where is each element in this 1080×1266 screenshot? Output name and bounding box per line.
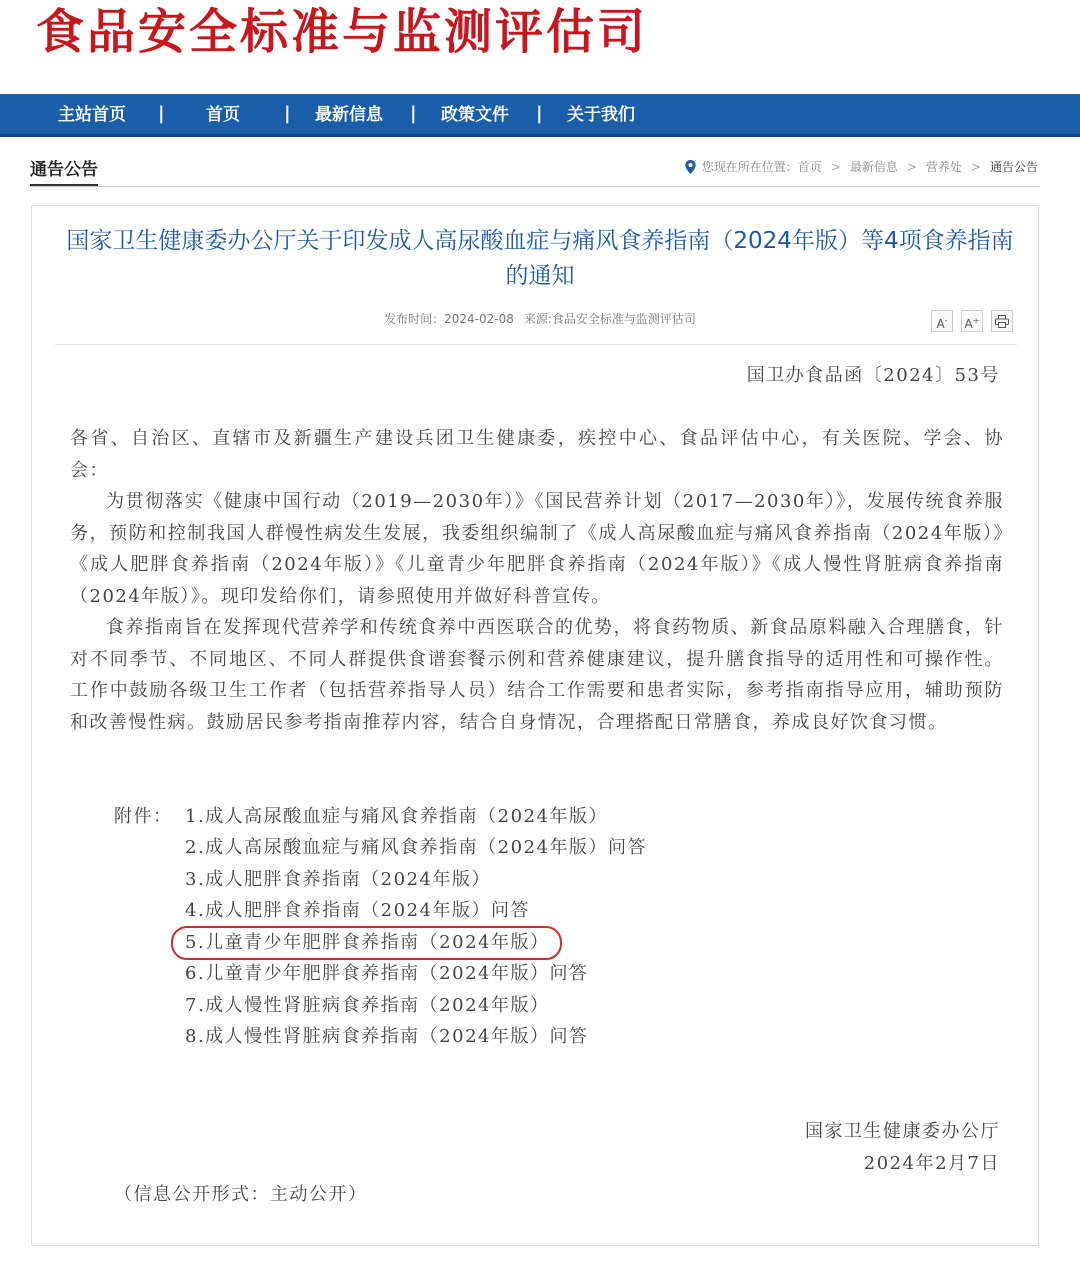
site-title: 食品安全标准与监测评估司 [36,4,649,60]
document-number: 国卫办食品函〔2024〕53号 [746,365,1000,386]
body-paragraph-1: 为贯彻落实《健康中国行动（2019—2030年）》《国民营养计划（2017—2030年）》，发展传统食养服务，预防和控制我国人群慢性病发生发展，我委组织编制了《成人高尿酸血症与痛风食养指南（2024年版）》《成人肥胖食养指南（2024年版）》《儿童青少年肥胖食养指南（2024年版）》《成人慢性肾脏病食养指南（2024年版）》。现印发给你们，请参照使用并做好科普宣传。 [70,491,1004,607]
font-smaller-button[interactable]: A- [931,310,953,332]
header-divider [55,344,1017,345]
breadcrumb-prefix: 您现在所在位置： [701,160,798,174]
nav-separator: | [536,103,543,124]
article-title: 国家卫生健康委办公厅关于印发成人高尿酸血症与痛风食养指南（2024年版）等4项食养指南的通知 [66,228,1014,289]
font-larger-label: A [964,317,973,331]
disclosure-note: （信息公开形式：主动公开） [114,1184,368,1205]
attachment-link-7[interactable]: 7.成人慢性肾脏病食养指南（2024年版） [185,995,550,1016]
nav-separator: | [284,103,291,124]
nav-item-about-us[interactable]: 关于我们 [567,105,635,125]
signature-organization: 国家卫生健康委办公厅 [805,1121,1000,1142]
section-divider [30,186,1040,187]
nav-item-main-home[interactable]: 主站首页 [58,105,126,125]
breadcrumb-nutrition-dept[interactable]: 营养处 [925,160,962,174]
attachment-link-6[interactable]: 6.儿童青少年肥胖食养指南（2024年版）问答 [185,963,589,984]
breadcrumb-separator: > [970,160,981,174]
breadcrumb [685,158,1038,176]
font-smaller-label: A [936,317,945,331]
body-paragraph-2: 食养指南旨在发挥现代营养学和传统食养中西医联合的优势，将食药物质、新食品原料融入合理膳食，针对不同季节、不同地区、不同人群提供食谱套餐示例和营养健康建议，提升膳食指导的适用性和可操作性。工作中鼓励各级卫生工作者（包括营养指导人员）结合工作需要和患者实际，参考指南指导应用，辅助预防和改善慢性病。鼓励居民参考指南推荐内容，结合自身情况，合理搭配日常膳食，养成良好饮食习惯。 [70,617,1004,733]
main-nav [0,94,1080,137]
printer-icon [995,315,1009,328]
breadcrumb-separator: > [906,160,917,174]
nav-separator: | [158,103,165,124]
publish-label: 发布时间： [384,312,445,326]
nav-item-home[interactable]: 首页 [206,105,240,125]
breadcrumb-separator: > [830,160,841,174]
nav-item-latest-info[interactable]: 最新信息 [315,105,383,125]
signature-date: 2024年2月7日 [863,1153,1000,1174]
attachment-link-3[interactable]: 3.成人肥胖食养指南（2024年版） [185,869,491,890]
print-button[interactable] [991,310,1013,332]
attachment-link-1[interactable]: 1.成人高尿酸血症与痛风食养指南（2024年版） [185,806,608,827]
attachment-link-2[interactable]: 2.成人高尿酸血症与痛风食养指南（2024年版）问答 [185,837,647,858]
attachment-link-5[interactable]: 5.儿童青少年肥胖食养指南（2024年版） [185,932,550,953]
breadcrumb-current: 通告公告 [989,160,1038,174]
nav-separator: | [410,103,417,124]
attachment-link-8[interactable]: 8.成人慢性肾脏病食养指南（2024年版）问答 [185,1026,589,1047]
article-meta [0,310,1080,327]
breadcrumb-home[interactable]: 首页 [797,160,822,174]
attachments-label: 附件： [114,806,173,827]
attachment-link-4[interactable]: 4.成人肥胖食养指南（2024年版）问答 [185,900,530,921]
publish-date: 2024-02-08 [444,312,514,326]
breadcrumb-latest-info[interactable]: 最新信息 [849,160,898,174]
salutation: 各省、自治区、直辖市及新疆生产建设兵团卫生健康委，疾控中心、食品评估中心，有关医院、学会、协会： [70,428,1004,481]
section-title: 通告公告 [30,159,98,187]
location-pin-icon [685,160,696,174]
nav-item-policy-documents[interactable]: 政策文件 [441,105,509,125]
font-larger-button[interactable]: A+ [961,310,983,332]
highlight-annotation [171,926,562,960]
source-name: 食品安全标准与监测评估司 [551,312,696,326]
source-label: 来源: [523,312,552,326]
